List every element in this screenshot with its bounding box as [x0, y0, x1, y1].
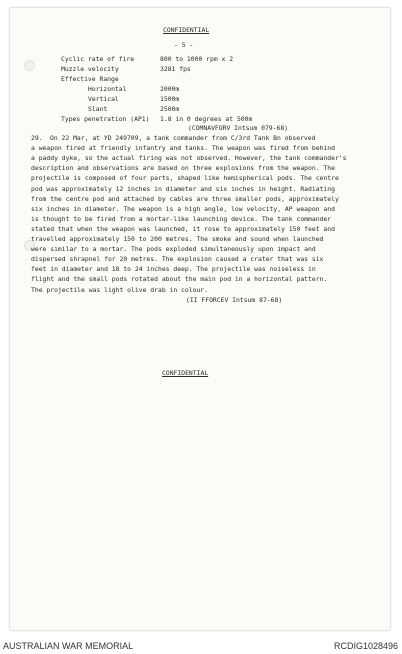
spec-label: Horizontal	[88, 85, 127, 93]
spec-label: Muzzle velocity	[61, 65, 119, 73]
paragraph-line: projectile is composed of four parts, shaped like hemispherical pods. The centre	[31, 174, 339, 183]
reference-citation: (COMNAVFORV Intsum 079-68)	[188, 124, 289, 132]
paragraph-number: 29.	[31, 134, 43, 142]
paragraph-line: dispersed shrapnel for 20 metres. The explosion caused a crater that was six	[31, 255, 324, 264]
spec-value: 1.8 in 0 degrees at 500m	[160, 115, 253, 123]
paragraph-line: stated that when the weapon was launched, it rose to approximately 150 feet and	[31, 224, 335, 233]
spec-label: Effective Range	[61, 75, 119, 83]
spec-value: 2500m	[160, 105, 180, 113]
paragraph-line: description and observations are based on three explosions from the weapon. The	[31, 164, 335, 173]
paragraph-line: six inches in diameter. The weapon is a high angle, low velocity, AP weapon and	[31, 204, 335, 213]
header-classification: CONFIDENTIAL	[163, 26, 210, 34]
paragraph-line: travelled approximately 150 to 200 metres. The smoke and sound when launched	[31, 235, 324, 243]
archive-footer	[0, 636, 402, 654]
punch-hole	[24, 60, 35, 71]
paragraph-line: from the centre pod and attached by cables are three smaller pods, approximately	[31, 194, 339, 203]
spec-label: Slant	[88, 105, 108, 113]
paragraph-line: a weapon fired at friendly infantry and tanks. The weapon was fired from behind	[31, 144, 335, 153]
paragraph-line: flight and the small pods rotated about the main pod in a horizontal pattern.	[31, 275, 328, 284]
spec-value: 800 to 1000 rpm x 2	[160, 55, 234, 63]
reference-citation: (II FFORCEV Intsum 87-68)	[186, 296, 283, 304]
paragraph-line: a paddy dyke, so the actual firing was not observed. However, the tank commander's	[31, 154, 347, 163]
paragraph-line: feet in diameter and 18 to 24 inches deep. The projectile was noiseless in	[31, 265, 316, 274]
spec-label: Cyclic rate of fire	[61, 55, 135, 63]
paragraph-line: pod was approximately 12 inches in diameter and six inches in height. Radiating	[31, 184, 335, 193]
document-page	[10, 8, 390, 630]
spec-value: 3281 fps	[160, 65, 191, 73]
archive-id: RCDIG1028496	[333, 641, 398, 651]
archive-name: AUSTRALIAN WAR MEMORIAL	[3, 641, 134, 651]
page-number: - 5 -	[174, 41, 194, 49]
paragraph-line: The projectile was light olive drab in colour.	[31, 285, 208, 294]
spec-label: Vertical	[88, 95, 119, 103]
spec-label: Types penetration (AP1)	[61, 115, 150, 123]
paragraph-line: On 22 Mar, at YD 249709, a tank commander from C/3rd Tank Bn observed	[50, 134, 316, 142]
spec-value: 1500m	[160, 95, 180, 103]
paragraph-line: is thought to be fired from a mortar-like launching device. The tank commander	[31, 214, 332, 223]
paragraph-line: were similar to a mortar. The pods exploded simultaneously upon impact and	[31, 245, 316, 254]
spec-value: 2000m	[160, 85, 180, 93]
footer-classification: CONFIDENTIAL	[162, 369, 209, 377]
